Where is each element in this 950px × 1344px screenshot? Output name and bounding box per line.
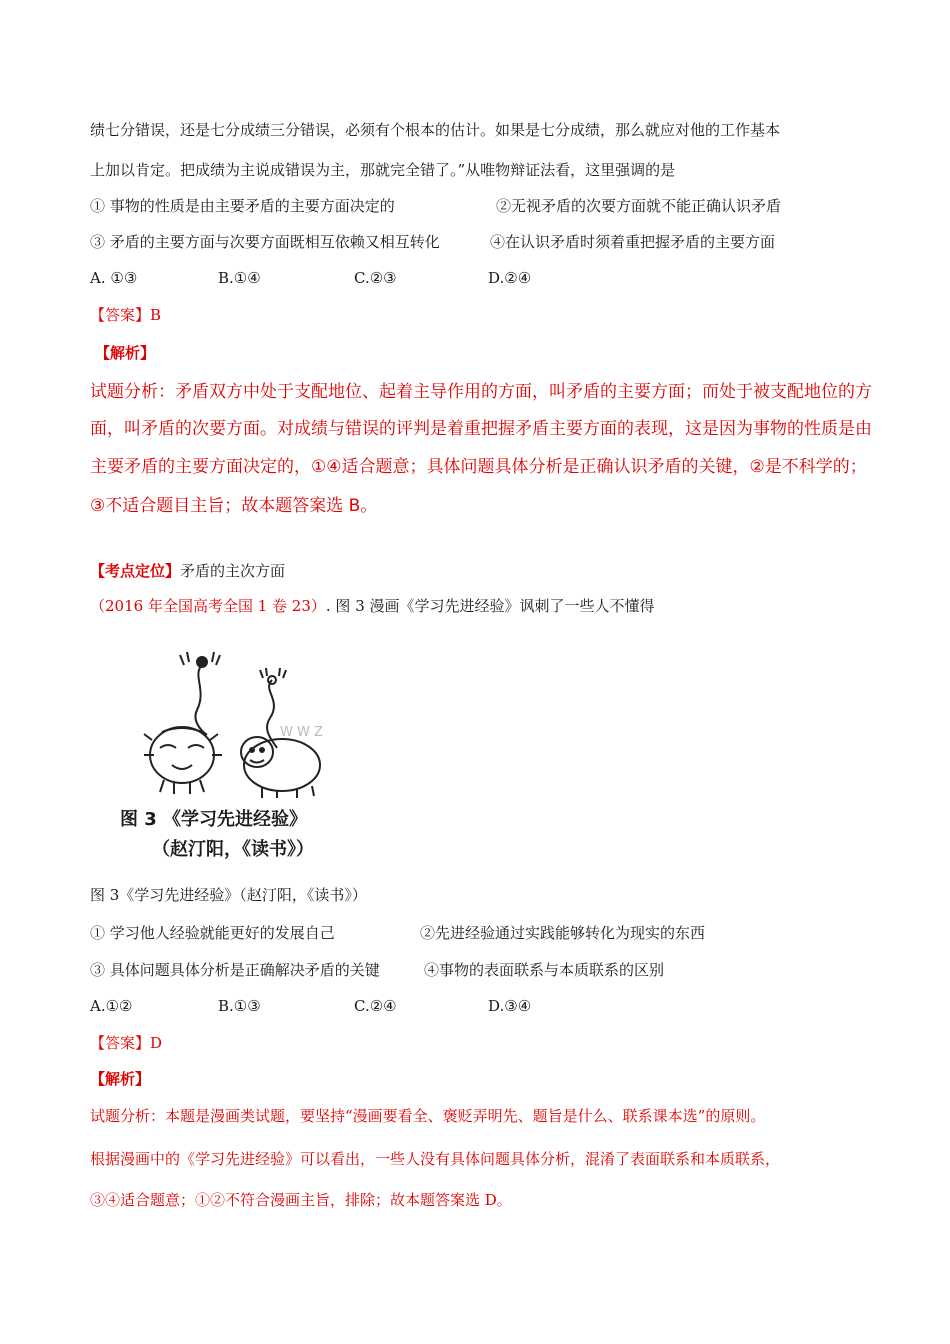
q2-analysis-line2: 根据漫画中的《学习先进经验》可以看出，一些人没有具体问题具体分析，混淆了表面联系和本质联系，: [90, 1150, 781, 1168]
q1-analysis-line2: 面，叫矛盾的次要方面。对成绩与错误的评判是着重把握矛盾主要方面的表现，这是因为事物的性质是由: [90, 419, 872, 439]
q2-analysis-line1: 试题分析：本题是漫画类试题，要坚持“漫画要看全、褒贬弄明先、题旨是什么、联系课本选”的原则。: [90, 1107, 766, 1125]
q1-answer-value: B: [150, 306, 162, 324]
watermark: W W Z: [280, 725, 323, 740]
q1-stem-line2: 上加以肯定。把成绩为主说成错误为主，那就完全错了。”从唯物辩证法看，这里强调的是: [90, 161, 676, 179]
q1-kaodian-value: 矛盾的主次方面: [180, 562, 286, 580]
q2-stem-row: [90, 596, 655, 616]
q1-statement-2: ②无视矛盾的次要方面就不能正确认识矛盾: [496, 197, 782, 215]
q2-statement-4: ④事物的表面联系与本质联系的区别: [424, 961, 665, 979]
q1-option-b: B.①④: [218, 269, 261, 287]
cartoon-caption-line2: （赵汀阳，《读书》）: [152, 839, 314, 860]
q1-analysis-line3: 主要矛盾的主要方面决定的，①④适合题意；具体问题具体分析是正确认识矛盾的关键，②是不科学的；: [90, 457, 867, 477]
q2-option-d: D.③④: [488, 997, 532, 1015]
q2-statement-3: ③ 具体问题具体分析是正确解决矛盾的关键: [90, 961, 380, 979]
q2-analysis-tag: 【解析】: [90, 1070, 151, 1088]
q1-analysis-line4: ③不适合题目主旨；故本题答案选 B。: [90, 496, 378, 516]
q1-answer-row: [90, 305, 161, 325]
q1-analysis-tag: 【解析】: [95, 344, 156, 362]
q2-source: （2016 年全国高考全国 1 卷 23）: [90, 597, 326, 615]
q1-stem-line1: 绩七分错误，还是七分成绩三分错误，必须有个根本的估计。如果是七分成绩，那么就应对他的工作基本: [90, 121, 781, 139]
q2-option-b: B.①③: [218, 997, 261, 1015]
q2-stem: . 图 3 漫画《学习先进经验》讽刺了一些人不懂得: [325, 597, 655, 615]
q2-option-c: C.②④: [354, 997, 397, 1015]
q2-answer-tag: 【答案】: [90, 1034, 151, 1052]
q1-option-a: A. ①③: [90, 269, 138, 287]
q2-statement-2: ②先进经验通过实践能够转化为现实的东西: [420, 924, 706, 942]
tiger-illustration: [144, 652, 222, 794]
q2-analysis-line3: ③④适合题意；①②不符合漫画主旨，排除；故本题答案选 D。: [90, 1191, 512, 1209]
q1-answer-tag: 【答案】: [90, 306, 151, 324]
q1-analysis-line1: 试题分析：矛盾双方中处于支配地位、起着主导作用的方面，叫矛盾的主要方面；而处于被支配地位的方: [90, 382, 872, 402]
q1-statement-1: ① 事物的性质是由主要矛盾的主要方面决定的: [90, 197, 395, 215]
q2-statement-1: ① 学习他人经验就能更好的发展自己: [90, 924, 335, 942]
q1-option-c: C.②③: [354, 269, 397, 287]
cartoon-figure: [112, 640, 352, 865]
q1-kaodian-tag: 【考点定位】: [90, 562, 181, 580]
q2-figure-caption: 图 3《学习先进经验》（赵汀阳，《读书》）: [90, 886, 367, 904]
q1-statement-3: ③ 矛盾的主要方面与次要方面既相互依赖又相互转化: [90, 233, 440, 251]
cartoon-drawing: [112, 640, 352, 800]
q1-kaodian-row: [90, 561, 285, 581]
q2-answer-value: D: [150, 1034, 163, 1052]
q2-option-a: A.①②: [90, 997, 133, 1015]
q2-answer-row: [90, 1033, 162, 1053]
q1-option-d: D.②④: [488, 269, 532, 287]
cartoon-caption-line1: 图 3 《学习先进经验》: [120, 809, 308, 830]
q1-statement-4: ④在认识矛盾时须着重把握矛盾的主要方面: [490, 233, 776, 251]
